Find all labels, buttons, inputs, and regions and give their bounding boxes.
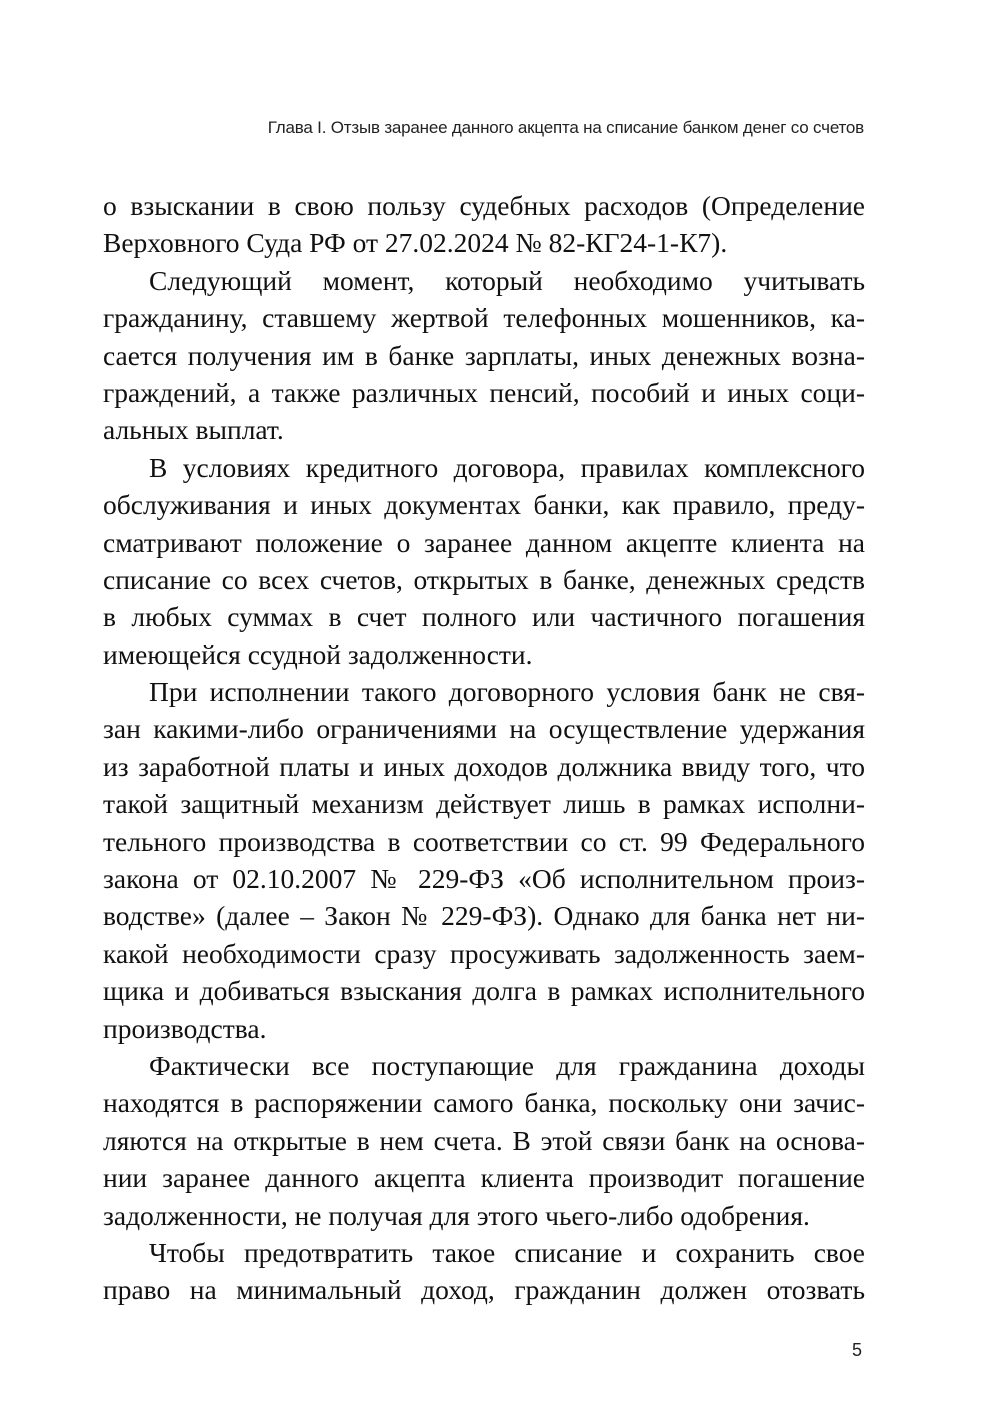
text-line: В условиях кредитного договора, правилах комплексного <box>149 451 865 483</box>
text-line: закона от 02.10.2007 № 229-ФЗ «Об исполнительном произ- <box>103 863 865 895</box>
text-line: При исполнении такого договорного условия банк не свя- <box>149 676 865 708</box>
text-line: альных выплат. <box>103 414 284 446</box>
text-line: находятся в распоряжении самого банка, поскольку они зачис- <box>103 1087 865 1119</box>
text-line: производства. <box>103 1012 267 1044</box>
text-line: ляются на открытые в нем счета. В этой связи банк на основа- <box>103 1124 865 1156</box>
text-line: Чтобы предотвратить такое списание и сохранить свое <box>149 1236 865 1268</box>
text-line: о взыскании в свою пользу судебных расходов (Определение <box>103 190 865 221</box>
text-line: щика и добиваться взыскания долга в рамках исполнительного <box>103 975 865 1007</box>
text-line: обслуживания и иных документах банки, как правило, преду- <box>103 489 865 521</box>
body-text <box>103 187 865 1309</box>
text-line: тельного производства в соответствии со ст. 99 Федерального <box>103 825 865 857</box>
text-line: нии заранее данного акцепта клиента производит погашение <box>103 1162 865 1194</box>
paragraph <box>103 673 865 1047</box>
text-line: имеющейся ссудной задолженности. <box>103 638 533 670</box>
text-line: такой защитный механизм действует лишь в рамках исполни- <box>103 788 865 820</box>
text-line: сматривают положение о заранее данном акцепте клиента на <box>103 526 865 558</box>
text-line: Верховного Суда РФ от 27.02.2024 № 82-КГ24-1-К7). <box>103 227 728 259</box>
text-line: сается получения им в банке зарплаты, иных денежных возна- <box>103 339 865 371</box>
text-line: Следующий момент, который необходимо учитывать <box>149 264 865 296</box>
page-number: 5 <box>852 1340 863 1360</box>
text-line: граждений, а также различных пенсий, пособий и иных соци- <box>103 376 865 408</box>
text-line: какой необходимости сразу просуживать задолженность заем- <box>103 937 865 969</box>
text-line: списание со всех счетов, открытых в банке, денежных средств <box>103 563 865 595</box>
paragraph <box>103 1047 865 1234</box>
text-line: гражданину, ставшему жертвой телефонных мошенников, ка- <box>103 302 865 334</box>
paragraph <box>103 1234 865 1309</box>
paragraph <box>103 262 865 449</box>
text-line: из заработной платы и иных доходов должника ввиду того, что <box>103 750 865 782</box>
text-line: задолженности, не получая для этого чьего-либо одобрения. <box>103 1199 810 1231</box>
text-line: право на минимальный доход, гражданин должен отозвать <box>103 1274 865 1306</box>
text-line: Фактически все поступающие для гражданина доходы <box>149 1049 865 1081</box>
text-line: водстве» (далее – Закон № 229-ФЗ). Однако для банка нет ни- <box>103 900 865 932</box>
text-line: зан какими-либо ограничениями на осуществление удержания <box>103 713 865 745</box>
running-head: Глава I. Отзыв заранее данного акцепта на списание банком денег со счетов <box>267 118 864 137</box>
paragraph <box>103 449 865 673</box>
paragraph <box>103 187 865 262</box>
text-line: в любых суммах в счет полного или частичного погашения <box>103 601 865 633</box>
